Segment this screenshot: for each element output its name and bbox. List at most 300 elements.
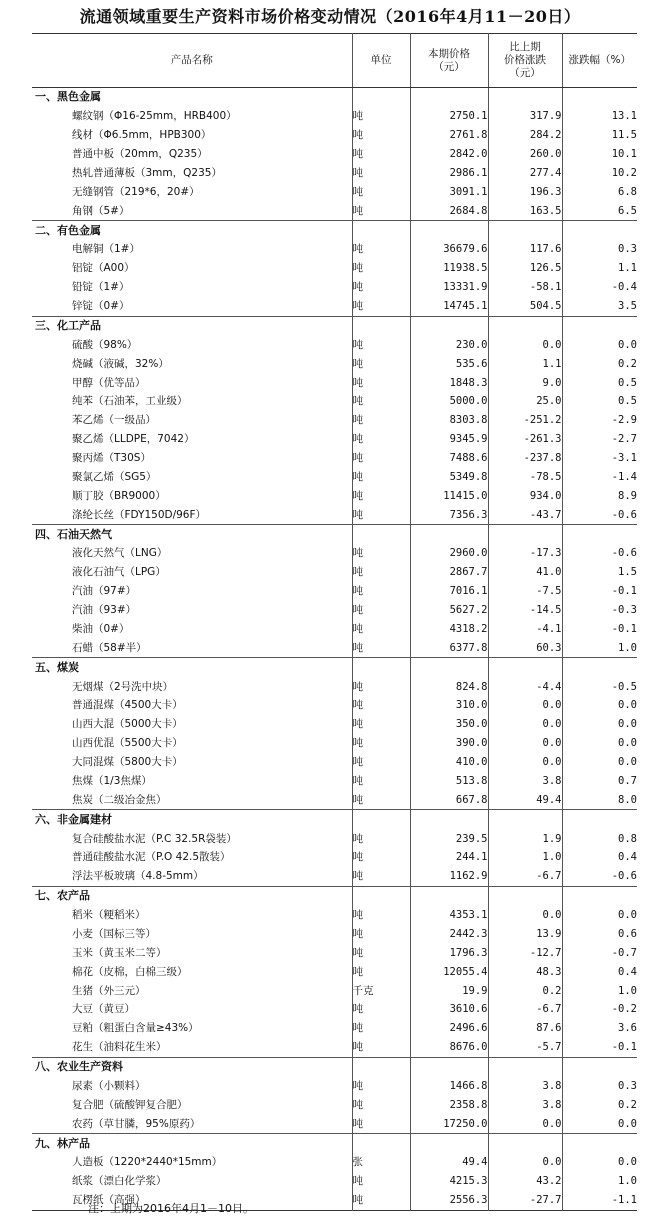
category-pct-cell	[562, 1134, 637, 1153]
product-pct: -0.2	[562, 1000, 637, 1019]
product-pct: 0.0	[562, 1114, 637, 1133]
product-price: 2842.0	[410, 145, 488, 164]
product-unit: 吨	[352, 753, 410, 772]
table-row	[32, 201, 637, 220]
product-price: 2960.0	[410, 544, 488, 563]
product-price: 2867.7	[410, 563, 488, 582]
product-unit: 吨	[352, 696, 410, 715]
product-pct: 0.0	[562, 335, 637, 354]
table-row	[32, 601, 637, 620]
product-change: 117.6	[488, 240, 562, 259]
product-name: 花生（油料花生米）	[72, 1041, 167, 1054]
product-unit: 吨	[352, 259, 410, 278]
product-unit: 吨	[352, 430, 410, 449]
product-name: 石蜡（58#半）	[72, 641, 147, 654]
product-price: 535.6	[410, 354, 488, 373]
category-name: 一、黑色金属	[32, 88, 352, 107]
category-row	[32, 1134, 637, 1153]
product-name: 大豆（黄豆）	[72, 1003, 135, 1016]
table-row	[32, 107, 637, 126]
product-name: 焦煤（1/3焦煤）	[72, 774, 152, 787]
header-price-line-2: （元）	[433, 60, 465, 73]
header-unit: 单位	[352, 34, 410, 88]
product-unit: 吨	[352, 772, 410, 791]
product-change: 41.0	[488, 563, 562, 582]
product-pct: -0.7	[562, 943, 637, 962]
product-unit: 吨	[352, 373, 410, 392]
table-row	[32, 906, 637, 925]
product-unit: 吨	[352, 1019, 410, 1038]
product-change: 1.1	[488, 354, 562, 373]
category-pct-cell	[562, 221, 637, 240]
product-price: 410.0	[410, 753, 488, 772]
table-row	[32, 925, 637, 944]
table-row	[32, 145, 637, 164]
product-unit: 吨	[352, 620, 410, 639]
product-unit: 吨	[352, 126, 410, 145]
table-row	[32, 620, 637, 639]
table-row	[32, 240, 637, 259]
product-change: 48.3	[488, 962, 562, 981]
product-unit: 吨	[352, 790, 410, 809]
table-header-row	[32, 34, 637, 88]
table-row	[32, 486, 637, 505]
table-row	[32, 1095, 637, 1114]
table-row	[32, 638, 637, 657]
product-name: 甲醇（优等品）	[72, 376, 146, 389]
price-table	[32, 33, 637, 1211]
product-pct: -0.1	[562, 1038, 637, 1057]
product-price: 8676.0	[410, 1038, 488, 1057]
product-pct: -2.7	[562, 430, 637, 449]
product-pct: -0.6	[562, 505, 637, 524]
product-unit: 吨	[352, 829, 410, 848]
product-pct: 10.2	[562, 164, 637, 183]
product-pct: 0.3	[562, 1077, 637, 1096]
product-price: 390.0	[410, 734, 488, 753]
category-price-cell	[410, 658, 488, 677]
product-price: 1466.8	[410, 1077, 488, 1096]
category-pct-cell	[562, 1057, 637, 1076]
product-pct: 0.2	[562, 1095, 637, 1114]
product-name: 锌锭（0#）	[72, 300, 130, 313]
category-unit-cell	[352, 886, 410, 905]
category-change-cell	[488, 88, 562, 107]
product-pct: -0.3	[562, 601, 637, 620]
product-name: 电解铜（1#）	[72, 243, 140, 256]
category-unit-cell	[352, 1057, 410, 1076]
product-price: 310.0	[410, 696, 488, 715]
product-name: 聚丙烯（T30S）	[72, 452, 151, 465]
product-unit: 千克	[352, 981, 410, 1000]
product-unit: 吨	[352, 906, 410, 925]
product-pct: 6.5	[562, 201, 637, 220]
product-unit: 吨	[352, 848, 410, 867]
product-unit: 吨	[352, 1191, 410, 1210]
header-name: 产品名称	[32, 34, 352, 88]
product-unit: 吨	[352, 1114, 410, 1133]
header-change-line-3: （元）	[509, 67, 541, 79]
category-row	[32, 658, 637, 677]
product-name: 液化天然气（LNG）	[72, 547, 168, 560]
product-price: 4215.3	[410, 1172, 488, 1191]
product-price: 6377.8	[410, 638, 488, 657]
product-change: -14.5	[488, 601, 562, 620]
category-name: 五、煤炭	[32, 658, 352, 677]
product-price: 36679.6	[410, 240, 488, 259]
product-price: 3610.6	[410, 1000, 488, 1019]
product-name: 顺丁胶（BR9000）	[72, 489, 166, 502]
table-row	[32, 164, 637, 183]
product-price: 5627.2	[410, 601, 488, 620]
table-row	[32, 278, 637, 297]
product-price: 2442.3	[410, 925, 488, 944]
product-name: 普通中板（20mm，Q235）	[72, 148, 208, 161]
product-unit: 吨	[352, 638, 410, 657]
product-unit: 张	[352, 1153, 410, 1172]
header-change	[488, 34, 562, 88]
product-name: 普通硅酸盐水泥（P.O 42.5散装）	[72, 851, 231, 864]
product-pct: 0.0	[562, 753, 637, 772]
category-unit-cell	[352, 1134, 410, 1153]
footnote: 注：上期为2016年4月1－10日。	[88, 1202, 254, 1215]
product-name: 螺纹钢（Φ16-25mm，HRB400）	[72, 110, 237, 123]
table-row	[32, 544, 637, 563]
category-pct-cell	[562, 810, 637, 829]
product-change: -78.5	[488, 468, 562, 487]
category-change-cell	[488, 1134, 562, 1153]
table-row	[32, 259, 637, 278]
category-price-cell	[410, 316, 488, 335]
product-price: 2750.1	[410, 107, 488, 126]
table-row	[32, 563, 637, 582]
product-price: 513.8	[410, 772, 488, 791]
product-name: 硫酸（98%）	[72, 338, 138, 351]
product-name: 豆粕（粗蛋白含量≥43%）	[72, 1022, 199, 1035]
product-price: 19.9	[410, 981, 488, 1000]
product-change: 25.0	[488, 392, 562, 411]
table-row	[32, 505, 637, 524]
product-unit: 吨	[352, 962, 410, 981]
product-unit: 吨	[352, 563, 410, 582]
product-unit: 吨	[352, 734, 410, 753]
category-change-cell	[488, 221, 562, 240]
product-unit: 吨	[352, 1172, 410, 1191]
product-unit: 吨	[352, 240, 410, 259]
product-change: 0.0	[488, 1114, 562, 1133]
product-pct: -2.9	[562, 411, 637, 430]
product-name: 线材（Φ6.5mm，HPB300）	[72, 129, 212, 142]
product-name: 烧碱（液碱，32%）	[72, 357, 169, 370]
category-pct-cell	[562, 658, 637, 677]
product-price: 2986.1	[410, 164, 488, 183]
product-change: 284.2	[488, 126, 562, 145]
product-name: 浮法平板玻璃（4.8-5mm）	[72, 870, 204, 883]
category-name: 六、非金属建材	[32, 810, 352, 829]
product-price: 4353.1	[410, 906, 488, 925]
table-row	[32, 734, 637, 753]
category-pct-cell	[562, 525, 637, 544]
category-change-cell	[488, 525, 562, 544]
product-pct: 0.8	[562, 829, 637, 848]
product-change: 934.0	[488, 486, 562, 505]
product-pct: 1.5	[562, 563, 637, 582]
product-change: 87.6	[488, 1019, 562, 1038]
product-change: -6.7	[488, 1000, 562, 1019]
category-row	[32, 88, 637, 107]
category-name: 九、林产品	[32, 1134, 352, 1153]
product-name: 农药（草甘膦，95%原药）	[72, 1117, 201, 1130]
product-price: 667.8	[410, 790, 488, 809]
product-name: 棉花（皮棉，白棉三级）	[72, 965, 188, 978]
product-pct: 10.1	[562, 145, 637, 164]
table-row	[32, 677, 637, 696]
product-price: 7356.3	[410, 505, 488, 524]
product-pct: 0.5	[562, 373, 637, 392]
product-unit: 吨	[352, 107, 410, 126]
product-price: 239.5	[410, 829, 488, 848]
product-price: 7488.6	[410, 449, 488, 468]
product-change: 0.0	[488, 906, 562, 925]
product-name: 涤纶长丝（FDY150D/96F）	[72, 508, 207, 521]
category-row	[32, 525, 637, 544]
product-change: 3.8	[488, 1095, 562, 1114]
product-change: 317.9	[488, 107, 562, 126]
product-unit: 吨	[352, 925, 410, 944]
table-row	[32, 981, 637, 1000]
product-change: -58.1	[488, 278, 562, 297]
product-pct: -0.5	[562, 677, 637, 696]
category-pct-cell	[562, 316, 637, 335]
table-row	[32, 411, 637, 430]
header-change-line-2: 价格涨跌	[504, 54, 546, 66]
product-price: 5000.0	[410, 392, 488, 411]
category-change-cell	[488, 1057, 562, 1076]
category-unit-cell	[352, 525, 410, 544]
product-unit: 吨	[352, 145, 410, 164]
product-change: 60.3	[488, 638, 562, 657]
product-change: -6.7	[488, 867, 562, 886]
page-title: 流通领域重要生产资料市场价格变动情况（2016年4月11－20日）	[79, 7, 581, 26]
product-name: 铝锭（A00）	[72, 262, 135, 275]
table-row	[32, 753, 637, 772]
product-pct: 0.3	[562, 240, 637, 259]
product-price: 12055.4	[410, 962, 488, 981]
product-pct: 11.5	[562, 126, 637, 145]
product-pct: -0.4	[562, 278, 637, 297]
product-change: 1.0	[488, 848, 562, 867]
category-price-cell	[410, 1057, 488, 1076]
category-change-cell	[488, 658, 562, 677]
product-name: 汽油（97#）	[72, 585, 137, 598]
product-price: 3091.1	[410, 182, 488, 201]
product-pct: 1.0	[562, 981, 637, 1000]
product-name: 生猪（外三元）	[72, 984, 146, 997]
category-price-cell	[410, 221, 488, 240]
product-name: 大同混煤（5800大卡）	[72, 756, 183, 769]
product-pct: -0.6	[562, 867, 637, 886]
category-row	[32, 316, 637, 335]
product-unit: 吨	[352, 1077, 410, 1096]
category-unit-cell	[352, 221, 410, 240]
product-name: 人造板（1220*2440*15mm）	[72, 1156, 223, 1169]
product-change: 0.0	[488, 734, 562, 753]
product-price: 4318.2	[410, 620, 488, 639]
product-price: 5349.8	[410, 468, 488, 487]
product-unit: 吨	[352, 582, 410, 601]
product-name: 纸浆（漂白化学浆）	[72, 1175, 167, 1188]
table-row	[32, 1114, 637, 1133]
category-change-cell	[488, 886, 562, 905]
product-change: -12.7	[488, 943, 562, 962]
product-name: 山西优混（5500大卡）	[72, 737, 183, 750]
product-name: 纯苯（石油苯，工业级）	[72, 395, 188, 408]
product-pct: 0.0	[562, 906, 637, 925]
header-pct: 涨跌幅（%）	[562, 34, 637, 88]
product-unit: 吨	[352, 182, 410, 201]
category-price-cell	[410, 810, 488, 829]
product-price: 230.0	[410, 335, 488, 354]
product-unit: 吨	[352, 335, 410, 354]
category-name: 八、农业生产资料	[32, 1057, 352, 1076]
product-name: 汽油（93#）	[72, 604, 137, 617]
product-unit: 吨	[352, 544, 410, 563]
product-change: 260.0	[488, 145, 562, 164]
product-change: 43.2	[488, 1172, 562, 1191]
product-pct: 0.0	[562, 696, 637, 715]
product-change: 196.3	[488, 182, 562, 201]
product-price: 8303.8	[410, 411, 488, 430]
table-row	[32, 1077, 637, 1096]
product-unit: 吨	[352, 1095, 410, 1114]
product-pct: 0.0	[562, 1153, 637, 1172]
product-unit: 吨	[352, 278, 410, 297]
product-change: -27.7	[488, 1191, 562, 1210]
product-change: 3.8	[488, 772, 562, 791]
product-change: 1.9	[488, 829, 562, 848]
table-row	[32, 392, 637, 411]
product-change: -17.3	[488, 544, 562, 563]
product-price: 11415.0	[410, 486, 488, 505]
product-pct: -0.1	[562, 582, 637, 601]
category-change-cell	[488, 316, 562, 335]
product-name: 玉米（黄玉米二等）	[72, 946, 167, 959]
product-change: 13.9	[488, 925, 562, 944]
product-price: 244.1	[410, 848, 488, 867]
product-pct: 0.6	[562, 925, 637, 944]
table-row	[32, 1019, 637, 1038]
product-unit: 吨	[352, 1000, 410, 1019]
table-row	[32, 848, 637, 867]
product-unit: 吨	[352, 449, 410, 468]
category-price-cell	[410, 88, 488, 107]
product-change: 163.5	[488, 201, 562, 220]
product-name: 瓦楞纸（高强）	[72, 1194, 146, 1207]
category-name: 七、农产品	[32, 886, 352, 905]
table-row	[32, 1172, 637, 1191]
product-price: 350.0	[410, 715, 488, 734]
product-name: 角钢（5#）	[72, 204, 130, 217]
product-unit: 吨	[352, 1038, 410, 1057]
product-change: 9.0	[488, 373, 562, 392]
product-unit: 吨	[352, 354, 410, 373]
category-pct-cell	[562, 886, 637, 905]
table-row	[32, 962, 637, 981]
table-row	[32, 182, 637, 201]
product-price: 9345.9	[410, 430, 488, 449]
product-change: 504.5	[488, 297, 562, 316]
product-price: 7016.1	[410, 582, 488, 601]
table-row	[32, 772, 637, 791]
product-name: 苯乙烯（一级品）	[72, 414, 156, 427]
product-unit: 吨	[352, 715, 410, 734]
product-name: 柴油（0#）	[72, 622, 130, 635]
product-name: 稻米（粳稻米）	[72, 909, 146, 922]
product-change: 0.0	[488, 335, 562, 354]
product-change: 126.5	[488, 259, 562, 278]
product-pct: 13.1	[562, 107, 637, 126]
category-unit-cell	[352, 810, 410, 829]
table-row	[32, 430, 637, 449]
product-pct: 0.4	[562, 848, 637, 867]
product-change: -4.1	[488, 620, 562, 639]
product-name: 铅锭（1#）	[72, 281, 130, 294]
product-name: 复合肥（硫酸钾复合肥）	[72, 1098, 188, 1111]
product-price: 2761.8	[410, 126, 488, 145]
product-unit: 吨	[352, 601, 410, 620]
table-row	[32, 943, 637, 962]
product-name: 聚氯乙烯（SG5）	[72, 470, 157, 483]
product-pct: 3.6	[562, 1019, 637, 1038]
product-price: 2684.8	[410, 201, 488, 220]
table-row	[32, 449, 637, 468]
table-row	[32, 354, 637, 373]
table-row	[32, 1153, 637, 1172]
product-name: 无缝钢管（219*6，20#）	[72, 185, 200, 198]
product-unit: 吨	[352, 867, 410, 886]
product-price: 1162.9	[410, 867, 488, 886]
product-name: 小麦（国标三等）	[72, 927, 156, 940]
product-unit: 吨	[352, 505, 410, 524]
product-pct: -0.1	[562, 620, 637, 639]
product-name: 山西大混（5000大卡）	[72, 718, 183, 731]
category-unit-cell	[352, 88, 410, 107]
product-pct: -1.1	[562, 1191, 637, 1210]
table-row	[32, 297, 637, 316]
product-unit: 吨	[352, 297, 410, 316]
product-pct: 8.9	[562, 486, 637, 505]
product-change: 3.8	[488, 1077, 562, 1096]
product-pct: 0.4	[562, 962, 637, 981]
product-pct: 0.5	[562, 392, 637, 411]
product-change: 0.2	[488, 981, 562, 1000]
product-name: 液化石油气（LPG）	[72, 566, 166, 579]
product-price: 1848.3	[410, 373, 488, 392]
product-pct: 1.1	[562, 259, 637, 278]
product-unit: 吨	[352, 411, 410, 430]
category-row	[32, 886, 637, 905]
category-row	[32, 221, 637, 240]
product-pct: -3.1	[562, 449, 637, 468]
table-row	[32, 829, 637, 848]
product-change: -4.4	[488, 677, 562, 696]
category-unit-cell	[352, 658, 410, 677]
category-name: 四、石油天然气	[32, 525, 352, 544]
category-price-cell	[410, 886, 488, 905]
product-change: -7.5	[488, 582, 562, 601]
product-name: 普通混煤（4500大卡）	[72, 699, 183, 712]
table-row	[32, 373, 637, 392]
